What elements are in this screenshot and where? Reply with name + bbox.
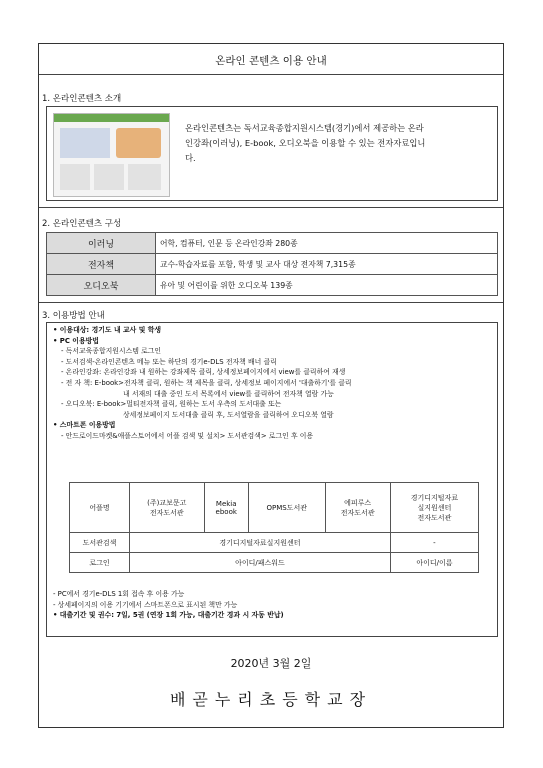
row-label: 오디오북 xyxy=(47,275,156,296)
section2-heading: 2. 온라인콘텐츠 구성 xyxy=(42,219,122,229)
list-item: - 도서검색-온라인콘텐츠 메뉴 또는 하단의 경기e-DLS 전자책 배너 클릭 xyxy=(61,357,277,366)
intro-text: 온라인콘텐츠는 독서교육종합지원시스템(경기)에서 제공하는 온라 인강좌(이러닝), E-book, 오디오북을 이용할 수 있는 전자자료입니 다. xyxy=(185,123,426,163)
table-row xyxy=(47,233,498,254)
table-cell: 아이디/패스워드 xyxy=(130,553,391,573)
table-header-cell: OPMS도서관 xyxy=(248,483,325,533)
list-item: - 독서교육종합지원시스템 로그인 xyxy=(61,347,162,356)
section3-heading: 3. 이용방법 안내 xyxy=(42,311,105,321)
table-header-cell: 경기디지털자료 실지원센터 전자도서관 xyxy=(390,483,478,533)
intro-box xyxy=(46,106,498,201)
list-item: • 이용대상: 경기도 내 교사 및 학생 xyxy=(53,326,162,334)
table-header-cell: Mekia ebook xyxy=(204,483,248,533)
row-desc: 유아 및 어린이를 위한 오디오북 139종 xyxy=(156,275,498,296)
app-table xyxy=(69,482,479,573)
table-cell: - xyxy=(390,533,478,553)
school-signature: 배곧누리초등학교장 xyxy=(169,690,373,709)
row-desc: 교수-학습자료를 포함, 학생 및 교사 대상 전자책 7,315종 xyxy=(156,254,498,275)
table-header-cell: (주)교보문고 전자도서관 xyxy=(130,483,205,533)
divider xyxy=(39,207,503,208)
table-header-cell: 에피루스 전자도서관 xyxy=(325,483,390,533)
list-item: - 오디오북: E-book>멀티전자책 클릭, 원하는 도서 우측의 도서대출 또는 xyxy=(61,400,282,409)
list-item: • 스마트폰 이용방법 xyxy=(53,421,116,430)
section1-heading: 1. 온라인콘텐츠 소개 xyxy=(42,94,122,104)
list-item: - 전 자 책: E-book>전자책 클릭, 원하는 책 제목을 클릭, 상세정보 페이지에서 '대출하기'를 클릭 xyxy=(61,378,352,387)
table-row xyxy=(70,553,479,573)
list-item: • 대출기간 및 권수: 7일, 5권 (연장 1회 가능, 대출기간 경과 시 자동 반납) xyxy=(53,611,284,620)
table-cell: 경기디지털자료실지원센터 xyxy=(130,533,391,553)
page-title: 온라인 콘텐츠 이용 안내 xyxy=(215,55,327,67)
row-label: 이러닝 xyxy=(47,233,156,254)
table-cell: 로그인 xyxy=(70,553,130,573)
table-row xyxy=(47,254,498,275)
table-cell: 아이디/이름 xyxy=(390,553,478,573)
table-row xyxy=(47,275,498,296)
website-screenshot-image xyxy=(53,113,170,197)
table-cell: 도서관검색 xyxy=(70,533,130,553)
list-item: 내 서재의 대출 중인 도서 목록에서 view를 클릭하여 전자책 열람 가능 xyxy=(123,389,334,398)
composition-table xyxy=(46,232,498,296)
row-label: 전자책 xyxy=(47,254,156,275)
list-item: - PC에서 경기e-DLS 1회 접속 후 이용 가능 xyxy=(53,590,185,598)
divider xyxy=(39,302,503,303)
row-desc: 어학, 컴퓨터, 인문 등 온라인강좌 280종 xyxy=(156,233,498,254)
list-item: - 온라인강좌: 온라인강좌 내 원하는 강좌제목 클릭, 상세정보페이지에서 view를 클릭하여 재생 xyxy=(61,368,346,377)
list-item: 상세정보페이지 도서대출 클릭 후, 도서열람을 클릭하여 오디오북 열람 xyxy=(123,410,334,419)
list-item: - 상세페이지의 이용 기기에서 스마트폰으로 표시된 책만 가능 xyxy=(53,600,238,609)
table-row xyxy=(70,533,479,553)
notes-list xyxy=(53,589,284,621)
list-item: • PC 이용방법 xyxy=(53,336,99,345)
table-header-cell: 어플명 xyxy=(70,483,130,533)
howto-list xyxy=(53,325,493,442)
divider xyxy=(39,74,503,75)
list-item: - 안드로이드마켓&애플스토어에서 어플 검색 및 설치> 도서관검색> 로그인 후 이용 xyxy=(61,431,314,440)
notice-page xyxy=(38,43,504,728)
table-row xyxy=(70,483,479,533)
issue-date: 2020년 3월 2일 xyxy=(230,657,312,670)
